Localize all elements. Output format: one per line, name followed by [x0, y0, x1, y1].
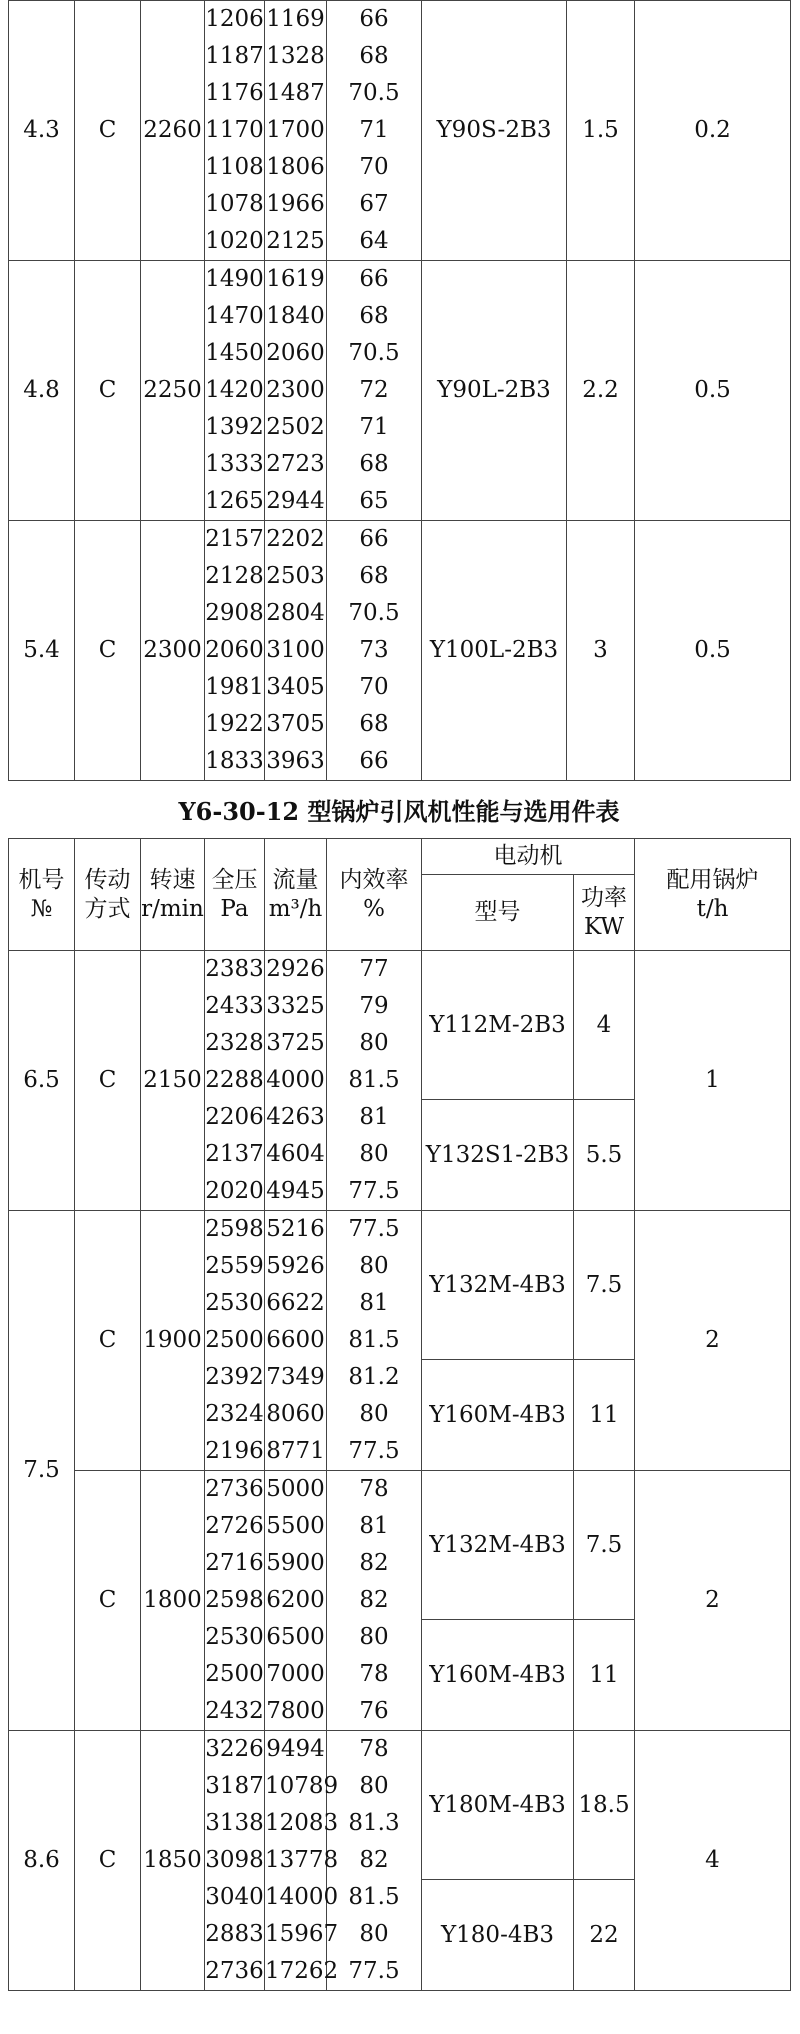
efficiency-values-value: 71: [359, 117, 389, 143]
efficiency-values-value: 80: [359, 1253, 389, 1279]
flow-values-value: 2125: [266, 228, 325, 254]
flow-values-value: 5000: [266, 1476, 325, 1502]
pressure-values-value: 2206: [205, 1104, 264, 1130]
pressure-values-value: 2716: [205, 1550, 264, 1576]
pressure-values: [205, 1731, 265, 1991]
pressure-values-value: 1108: [205, 154, 264, 180]
efficiency-values-value: 68: [359, 563, 389, 589]
pressure-values-value: 1265: [205, 488, 264, 514]
efficiency-values-value: 70.5: [348, 80, 400, 106]
pressure-values-value: 2530: [205, 1624, 264, 1650]
flow-values-value: 3705: [266, 711, 325, 737]
flow-values-value: 6500: [266, 1624, 325, 1650]
flow-values-value: 5900: [266, 1550, 325, 1576]
pressure-values-value: 3040: [205, 1884, 264, 1910]
efficiency-values-value: 68: [359, 303, 389, 329]
drive-type: C: [75, 1471, 141, 1731]
efficiency-values-value: 70.5: [348, 340, 400, 366]
speed: 2260: [141, 1, 205, 261]
motor-power: 11: [574, 1360, 635, 1471]
pressure-values-value: 1922: [205, 711, 264, 737]
efficiency-values-value: 82: [359, 1550, 389, 1576]
flow-values-value: 12083: [265, 1810, 339, 1836]
pressure-values-value: 2196: [205, 1438, 264, 1464]
efficiency-values-value: 81.5: [348, 1884, 400, 1910]
pressure-values-value: 2598: [205, 1587, 264, 1613]
efficiency-values: [327, 951, 422, 1211]
table-row: [9, 521, 791, 781]
flow-values: [265, 261, 327, 521]
col-speed-header: 转速 r/min: [141, 839, 205, 951]
pressure-values-value: 2128: [205, 563, 264, 589]
table-title: Y6-30-12 型锅炉引风机性能与选用件表: [178, 797, 620, 826]
speed: 2250: [141, 261, 205, 521]
efficiency-values-value: 81.2: [348, 1364, 400, 1390]
pressure-values-value: 3187: [205, 1773, 264, 1799]
drive-type: C: [75, 1211, 141, 1471]
motor-type: Y90S-2B3: [422, 1, 567, 261]
col-boiler-header: 配用锅炉 t/h: [635, 839, 791, 951]
efficiency-values-value: 70: [359, 674, 389, 700]
pressure-values-value: 2883: [205, 1921, 264, 1947]
pressure-values-value: 2383: [205, 956, 264, 982]
flow-values-value: 2202: [266, 526, 325, 552]
col-motor-power-header: 功率 KW: [574, 875, 635, 951]
flow-values-value: 6622: [266, 1290, 325, 1316]
flow-values-value: 3963: [266, 748, 325, 774]
efficiency-values-value: 66: [359, 266, 389, 292]
flow-values-value: 13778: [265, 1847, 339, 1873]
pressure-values-value: 1187: [205, 43, 264, 69]
flow-values-value: 4604: [266, 1141, 325, 1167]
model-number: 8.6: [9, 1731, 75, 1991]
flow-values-value: 1966: [266, 191, 325, 217]
flow-values-value: 5500: [266, 1513, 325, 1539]
flow-values-value: 5216: [266, 1216, 325, 1242]
efficiency-values-value: 65: [359, 488, 389, 514]
header-row: [9, 839, 791, 875]
efficiency-values-value: 77: [359, 956, 389, 982]
motor-power: 5.5: [574, 1100, 635, 1211]
efficiency-values-value: 80: [359, 1401, 389, 1427]
pressure-values-value: 2736: [205, 1476, 264, 1502]
pressure-values-value: 2433: [205, 993, 264, 1019]
efficiency-values-value: 80: [359, 1141, 389, 1167]
col-drive-header: 传动 方式: [75, 839, 141, 951]
pressure-values: [205, 521, 265, 781]
flow-values-value: 7800: [266, 1698, 325, 1724]
pressure-values-value: 2500: [205, 1661, 264, 1687]
efficiency-values-value: 73: [359, 637, 389, 663]
flow-values-value: 2804: [266, 600, 325, 626]
col-efficiency-header: 内效率 %: [327, 839, 422, 951]
efficiency-values-value: 72: [359, 377, 389, 403]
table-row: [9, 951, 791, 1100]
pressure-values-value: 1833: [205, 748, 264, 774]
flow-values-value: 15967: [265, 1921, 339, 1947]
table-row: [9, 1, 791, 261]
col-model-header: 机号 №: [9, 839, 75, 951]
flow-values-value: 9494: [266, 1736, 325, 1762]
table-row: [9, 1211, 791, 1360]
motor-power: 18.5: [574, 1731, 635, 1880]
flow-values: [265, 1, 327, 261]
flow-values: [265, 1471, 327, 1731]
motor-group-header: 电动机: [422, 839, 635, 875]
flow-values-value: 7349: [266, 1364, 325, 1390]
pressure-values-value: 2559: [205, 1253, 264, 1279]
efficiency-values-value: 66: [359, 6, 389, 32]
pressure-values-value: 1333: [205, 451, 264, 477]
flow-values-value: 4000: [266, 1067, 325, 1093]
flow-values-value: 2300: [266, 377, 325, 403]
pressure-values-value: 1450: [205, 340, 264, 366]
pressure-values-value: 2500: [205, 1327, 264, 1353]
drive-type: C: [75, 521, 141, 781]
boiler-capacity: 1: [635, 951, 791, 1211]
efficiency-values-value: 77.5: [348, 1438, 400, 1464]
model-number: 4.3: [9, 1, 75, 261]
efficiency-values-value: 66: [359, 526, 389, 552]
fan-table-continued: [8, 0, 791, 781]
drive-type: C: [75, 261, 141, 521]
pressure-values-value: 2328: [205, 1030, 264, 1056]
drive-type: C: [75, 1, 141, 261]
flow-values-value: 3405: [266, 674, 325, 700]
boiler-capacity: 2: [635, 1211, 791, 1471]
boiler-capacity: 0.5: [635, 521, 791, 781]
table-row: [9, 1731, 791, 1880]
efficiency-values-value: 66: [359, 748, 389, 774]
motor-type: Y90L-2B3: [422, 261, 567, 521]
efficiency-values-value: 68: [359, 43, 389, 69]
flow-values-value: 10789: [265, 1773, 339, 1799]
efficiency-values-value: 81: [359, 1104, 389, 1130]
pressure-values-value: 3226: [205, 1736, 264, 1762]
motor-power: 7.5: [574, 1471, 635, 1620]
boiler-capacity: 2: [635, 1471, 791, 1731]
flow-values-value: 17262: [265, 1958, 339, 1984]
efficiency-values-value: 78: [359, 1736, 389, 1762]
pressure-values: [205, 951, 265, 1211]
efficiency-values-value: 76: [359, 1698, 389, 1724]
motor-type: Y132M-4B3: [422, 1211, 574, 1360]
efficiency-values-value: 71: [359, 414, 389, 440]
efficiency-values-value: 64: [359, 228, 389, 254]
speed: 2300: [141, 521, 205, 781]
model-number: 4.8: [9, 261, 75, 521]
speed: 1900: [141, 1211, 205, 1471]
flow-values-value: 4945: [266, 1178, 325, 1204]
pressure-values-value: 2598: [205, 1216, 264, 1242]
motor-power: 3: [567, 521, 635, 781]
flow-values-value: 6600: [266, 1327, 325, 1353]
efficiency-values: [327, 1, 422, 261]
efficiency-values-value: 81.5: [348, 1327, 400, 1353]
efficiency-values-value: 80: [359, 1624, 389, 1650]
pressure-values-value: 1206: [205, 6, 264, 32]
col-flow-header: 流量 m³/h: [265, 839, 327, 951]
efficiency-values-value: 80: [359, 1030, 389, 1056]
pressure-values-value: 2908: [205, 600, 264, 626]
efficiency-values-value: 67: [359, 191, 389, 217]
drive-type: C: [75, 1731, 141, 1991]
table-row: [9, 1471, 791, 1620]
pressure-values-value: 2060: [205, 637, 264, 663]
flow-values-value: 2723: [266, 451, 325, 477]
efficiency-values-value: 68: [359, 451, 389, 477]
col-pressure-header: 全压 Pa: [205, 839, 265, 951]
flow-values-value: 1806: [266, 154, 325, 180]
efficiency-values-value: 77.5: [348, 1216, 400, 1242]
efficiency-values-value: 80: [359, 1773, 389, 1799]
efficiency-values: [327, 1731, 422, 1991]
flow-values-value: 14000: [265, 1884, 339, 1910]
efficiency-values: [327, 1211, 422, 1471]
flow-values-value: 1700: [266, 117, 325, 143]
flow-values-value: 1840: [266, 303, 325, 329]
drive-type: C: [75, 951, 141, 1211]
pressure-values-value: 2736: [205, 1958, 264, 1984]
pressure-values-value: 2726: [205, 1513, 264, 1539]
pressure-values-value: 1470: [205, 303, 264, 329]
pressure-values-value: 1392: [205, 414, 264, 440]
efficiency-values-value: 81: [359, 1513, 389, 1539]
flow-values-value: 3100: [266, 637, 325, 663]
pressure-values: [205, 1, 265, 261]
pressure-values-value: 3098: [205, 1847, 264, 1873]
pressure-values-value: 2530: [205, 1290, 264, 1316]
efficiency-values-value: 78: [359, 1476, 389, 1502]
pressure-values: [205, 261, 265, 521]
flow-values-value: 1619: [266, 266, 325, 292]
efficiency-values-value: 81: [359, 1290, 389, 1316]
pressure-values-value: 2288: [205, 1067, 264, 1093]
efficiency-values-value: 79: [359, 993, 389, 1019]
model-number: 6.5: [9, 951, 75, 1211]
efficiency-values: [327, 521, 422, 781]
efficiency-values-value: 82: [359, 1587, 389, 1613]
motor-type: Y160M-4B3: [422, 1620, 574, 1731]
motor-power: 4: [574, 951, 635, 1100]
efficiency-values-value: 77.5: [348, 1178, 400, 1204]
flow-values-value: 2060: [266, 340, 325, 366]
flow-values-value: 4263: [266, 1104, 325, 1130]
motor-type: Y160M-4B3: [422, 1360, 574, 1471]
efficiency-values-value: 81.5: [348, 1067, 400, 1093]
flow-values-value: 1487: [266, 80, 325, 106]
efficiency-values-value: 82: [359, 1847, 389, 1873]
motor-type: Y112M-2B3: [422, 951, 574, 1100]
pressure-values-value: 2020: [205, 1178, 264, 1204]
boiler-capacity: 0.2: [635, 1, 791, 261]
efficiency-values-value: 70.5: [348, 600, 400, 626]
motor-type: Y180-4B3: [422, 1880, 574, 1991]
pressure-values-value: 2392: [205, 1364, 264, 1390]
efficiency-values-value: 70: [359, 154, 389, 180]
flow-values-value: 2926: [266, 956, 325, 982]
motor-power: 2.2: [567, 261, 635, 521]
motor-type: Y132M-4B3: [422, 1471, 574, 1620]
pressure-values-value: 1490: [205, 266, 264, 292]
boiler-capacity: 4: [635, 1731, 791, 1991]
flow-values-value: 6200: [266, 1587, 325, 1613]
boiler-capacity: 0.5: [635, 261, 791, 521]
pressure-values: [205, 1471, 265, 1731]
flow-values-value: 1328: [266, 43, 325, 69]
pressure-values: [205, 1211, 265, 1471]
speed: 2150: [141, 951, 205, 1211]
efficiency-values-value: 77.5: [348, 1958, 400, 1984]
flow-values-value: 2503: [266, 563, 325, 589]
pressure-values-value: 1176: [205, 80, 264, 106]
motor-type: Y180M-4B3: [422, 1731, 574, 1880]
flow-values-value: 8060: [266, 1401, 325, 1427]
flow-values: [265, 1211, 327, 1471]
pressure-values-value: 1981: [205, 674, 264, 700]
speed: 1850: [141, 1731, 205, 1991]
pressure-values-value: 2157: [205, 526, 264, 552]
motor-type: Y100L-2B3: [422, 521, 567, 781]
speed: 1800: [141, 1471, 205, 1731]
motor-type: Y132S1-2B3: [422, 1100, 574, 1211]
pressure-values-value: 2324: [205, 1401, 264, 1427]
model-number: 5.4: [9, 521, 75, 781]
flow-values-value: 8771: [266, 1438, 325, 1464]
flow-values-value: 3325: [266, 993, 325, 1019]
pressure-values-value: 2432: [205, 1698, 264, 1724]
flow-values-value: 2944: [266, 488, 325, 514]
flow-values-value: 3725: [266, 1030, 325, 1056]
motor-power: 11: [574, 1620, 635, 1731]
flow-values-value: 1169: [266, 6, 325, 32]
efficiency-values-value: 78: [359, 1661, 389, 1687]
pressure-values-value: 1170: [205, 117, 264, 143]
flow-values: [265, 521, 327, 781]
fan-performance-table: [8, 838, 791, 1991]
efficiency-values-value: 68: [359, 711, 389, 737]
efficiency-values: [327, 261, 422, 521]
efficiency-values-value: 80: [359, 1921, 389, 1947]
pressure-values-value: 1078: [205, 191, 264, 217]
pressure-values-value: 3138: [205, 1810, 264, 1836]
pressure-values-value: 1020: [205, 228, 264, 254]
flow-values-value: 2502: [266, 414, 325, 440]
flow-values: [265, 1731, 339, 1991]
pressure-values-value: 2137: [205, 1141, 264, 1167]
efficiency-values-value: 81.3: [348, 1810, 400, 1836]
flow-values: [265, 951, 327, 1211]
col-motor-type-header: 型号: [422, 875, 574, 951]
motor-power: 1.5: [567, 1, 635, 261]
flow-values-value: 5926: [266, 1253, 325, 1279]
flow-values-value: 7000: [266, 1661, 325, 1687]
pressure-values-value: 1420: [205, 377, 264, 403]
motor-power: 7.5: [574, 1211, 635, 1360]
motor-power: 22: [574, 1880, 635, 1991]
efficiency-values: [327, 1471, 422, 1731]
model-number: 7.5: [9, 1211, 75, 1731]
table-row: [9, 261, 791, 521]
